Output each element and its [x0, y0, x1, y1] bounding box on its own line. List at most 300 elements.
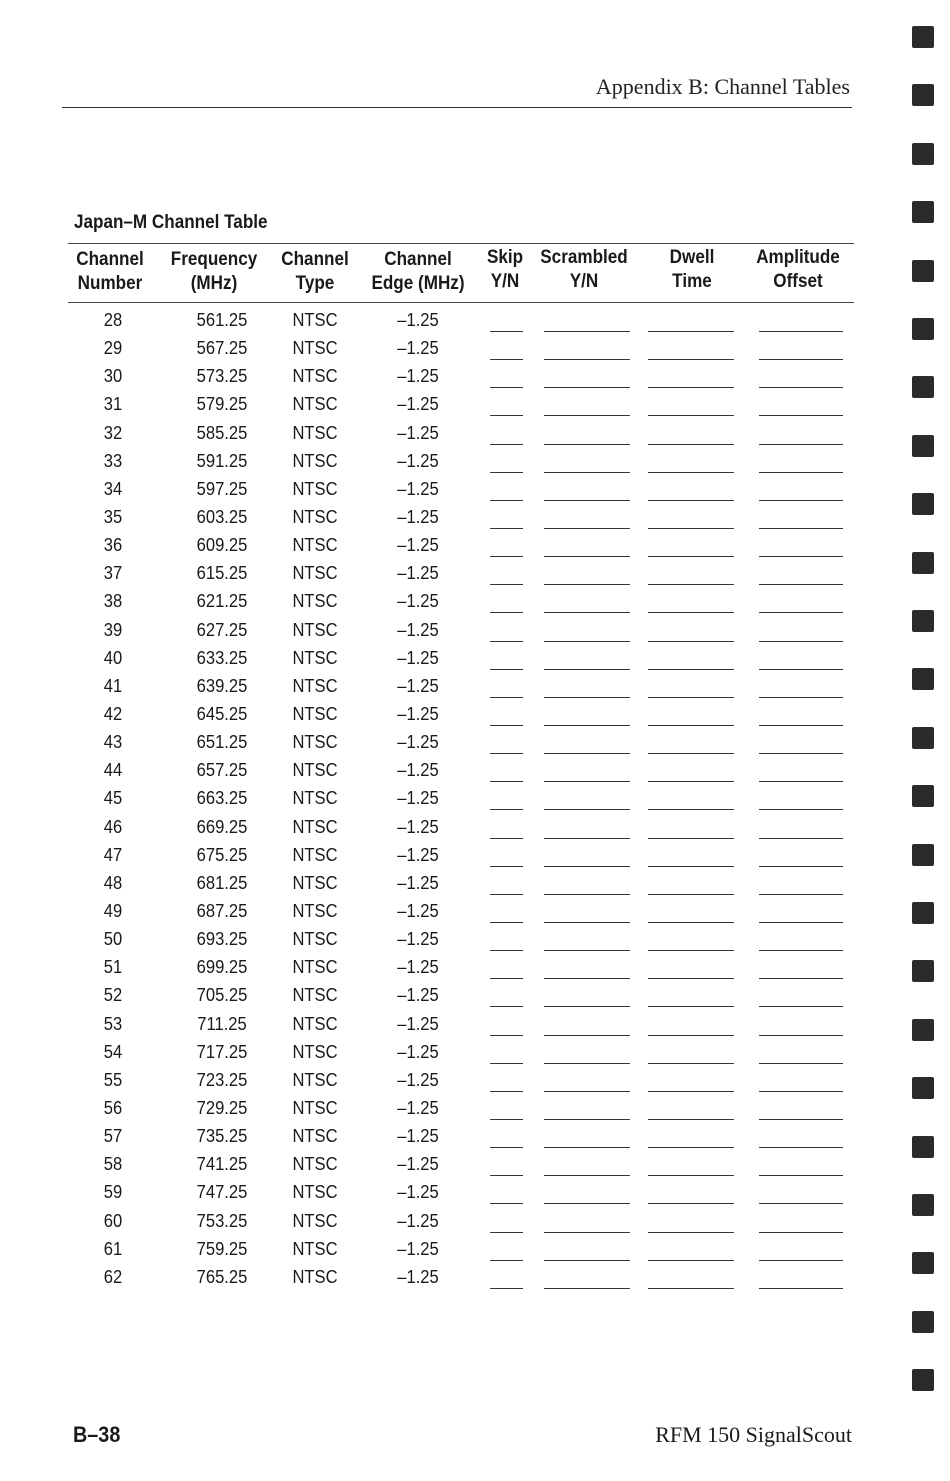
cell-channel-number: 31 [103, 394, 123, 415]
cell-frequency: 747.25 [196, 1182, 248, 1203]
dwell-time-blank [648, 894, 734, 895]
cell-channel-type: NTSC [292, 675, 338, 696]
cell-channel-edge: –1.25 [397, 1041, 439, 1062]
amplitude-offset-blank [759, 472, 843, 473]
skip-blank [490, 866, 523, 867]
cell-channel-type: NTSC [292, 506, 338, 527]
table-row [0, 702, 950, 730]
cell-channel-type: NTSC [292, 957, 338, 978]
cell-channel-edge: –1.25 [397, 788, 439, 809]
cell-channel-number: 37 [103, 563, 123, 584]
table-row [0, 927, 950, 955]
table-row [0, 955, 950, 983]
amplitude-offset-blank [759, 950, 843, 951]
cell-frequency: 681.25 [196, 872, 248, 893]
skip-blank [490, 641, 523, 642]
col-header-scrambled: Scrambled Y/N [540, 247, 628, 292]
table-row [0, 899, 950, 927]
amplitude-offset-blank [759, 781, 843, 782]
cell-channel-number: 44 [103, 760, 123, 781]
cell-channel-number: 50 [103, 929, 123, 950]
dwell-time-blank [648, 584, 734, 585]
scrambled-blank [544, 950, 630, 951]
scrambled-blank [544, 387, 630, 388]
cell-channel-number: 39 [103, 619, 123, 640]
edge-tab [912, 1252, 934, 1274]
scrambled-blank [544, 1288, 630, 1289]
scrambled-blank [544, 556, 630, 557]
dwell-time-blank [648, 781, 734, 782]
edge-tab [912, 201, 934, 223]
amplitude-offset-blank [759, 415, 843, 416]
amplitude-offset-blank [759, 500, 843, 501]
amplitude-offset-blank [759, 809, 843, 810]
amplitude-offset-blank [759, 1119, 843, 1120]
skip-blank [490, 838, 523, 839]
scrambled-blank [544, 866, 630, 867]
cell-channel-number: 54 [103, 1041, 123, 1062]
edge-tab [912, 1194, 934, 1216]
scrambled-blank [544, 922, 630, 923]
table-row [0, 871, 950, 899]
cell-channel-number: 60 [103, 1210, 123, 1231]
cell-frequency: 591.25 [196, 450, 248, 471]
cell-channel-edge: –1.25 [397, 1238, 439, 1259]
cell-frequency: 621.25 [196, 591, 248, 612]
cell-channel-number: 48 [103, 872, 123, 893]
cell-channel-type: NTSC [292, 1154, 338, 1175]
amplitude-offset-blank [759, 753, 843, 754]
table-row [0, 449, 950, 477]
amplitude-offset-blank [759, 359, 843, 360]
amplitude-offset-blank [759, 1175, 843, 1176]
edge-tab [912, 668, 934, 690]
scrambled-blank [544, 1063, 630, 1064]
cell-channel-type: NTSC [292, 310, 338, 330]
cell-channel-type: NTSC [292, 1126, 338, 1147]
edge-tab [912, 1077, 934, 1099]
cell-channel-type: NTSC [292, 478, 338, 499]
skip-blank [490, 1063, 523, 1064]
cell-channel-edge: –1.25 [397, 703, 439, 724]
amplitude-offset-blank [759, 1091, 843, 1092]
col-header-channel-edge: Channel Edge (MHz) [371, 249, 465, 294]
dwell-time-blank [648, 1091, 734, 1092]
scrambled-blank [544, 1260, 630, 1261]
table-row [0, 1237, 950, 1265]
cell-frequency: 645.25 [196, 703, 248, 724]
dwell-time-blank [648, 1232, 734, 1233]
cell-frequency: 573.25 [196, 366, 248, 387]
scrambled-blank [544, 1175, 630, 1176]
cell-frequency: 615.25 [196, 563, 248, 584]
edge-tab [912, 844, 934, 866]
scrambled-blank [544, 528, 630, 529]
cell-channel-number: 36 [103, 535, 123, 556]
page-number: B–38 [73, 1422, 121, 1447]
cell-frequency: 579.25 [196, 394, 248, 415]
skip-blank [490, 444, 523, 445]
table-row [0, 730, 950, 758]
skip-blank [490, 1175, 523, 1176]
amplitude-offset-blank [759, 1035, 843, 1036]
cell-channel-edge: –1.25 [397, 732, 439, 753]
cell-channel-edge: –1.25 [397, 1210, 439, 1231]
col-header-frequency: Frequency (MHz) [170, 249, 258, 294]
cell-channel-number: 30 [103, 366, 123, 387]
dwell-time-blank [648, 500, 734, 501]
cell-channel-number: 56 [103, 1097, 123, 1118]
cell-frequency: 735.25 [196, 1126, 248, 1147]
amplitude-offset-blank [759, 697, 843, 698]
cell-frequency: 705.25 [196, 985, 248, 1006]
cell-channel-type: NTSC [292, 450, 338, 471]
skip-blank [490, 725, 523, 726]
edge-tab [912, 493, 934, 515]
table-row [0, 618, 950, 646]
skip-blank [490, 500, 523, 501]
amplitude-offset-blank [759, 641, 843, 642]
cell-channel-type: NTSC [292, 844, 338, 865]
skip-blank [490, 978, 523, 979]
edge-tab [912, 1136, 934, 1158]
skip-blank [490, 669, 523, 670]
cell-channel-edge: –1.25 [397, 1266, 439, 1287]
cell-frequency: 585.25 [196, 422, 248, 443]
cell-channel-edge: –1.25 [397, 985, 439, 1006]
cell-channel-type: NTSC [292, 703, 338, 724]
cell-channel-type: NTSC [292, 929, 338, 950]
cell-channel-type: NTSC [292, 816, 338, 837]
scrambled-blank [544, 1035, 630, 1036]
cell-channel-number: 61 [103, 1238, 123, 1259]
dwell-time-blank [648, 669, 734, 670]
edge-tab [912, 260, 934, 282]
edge-tab [912, 1019, 934, 1041]
edge-tab [912, 902, 934, 924]
scrambled-blank [544, 894, 630, 895]
amplitude-offset-blank [759, 978, 843, 979]
cell-channel-edge: –1.25 [397, 957, 439, 978]
skip-blank [490, 1147, 523, 1148]
product-name: RFM 150 SignalScout [655, 1422, 852, 1447]
amplitude-offset-blank [759, 838, 843, 839]
dwell-time-blank [648, 1260, 734, 1261]
cell-channel-edge: –1.25 [397, 1097, 439, 1118]
scrambled-blank [544, 331, 630, 332]
scrambled-blank [544, 359, 630, 360]
scrambled-blank [544, 1091, 630, 1092]
cell-channel-edge: –1.25 [397, 366, 439, 387]
scrambled-blank [544, 1232, 630, 1233]
amplitude-offset-blank [759, 584, 843, 585]
cell-frequency: 741.25 [196, 1154, 248, 1175]
cell-frequency: 603.25 [196, 506, 248, 527]
amplitude-offset-blank [759, 1232, 843, 1233]
dwell-time-blank [648, 359, 734, 360]
dwell-time-blank [648, 922, 734, 923]
table-row [0, 308, 950, 336]
edge-tab [912, 26, 934, 48]
scrambled-blank [544, 753, 630, 754]
cell-frequency: 663.25 [196, 788, 248, 809]
skip-blank [490, 1260, 523, 1261]
scrambled-blank [544, 612, 630, 613]
cell-frequency: 597.25 [196, 478, 248, 499]
skip-blank [490, 922, 523, 923]
scrambled-blank [544, 1147, 630, 1148]
table-row [0, 505, 950, 533]
edge-tab [912, 376, 934, 398]
cell-channel-type: NTSC [292, 1266, 338, 1287]
amplitude-offset-blank [759, 1288, 843, 1289]
skip-blank [490, 1119, 523, 1120]
dwell-time-blank [648, 1175, 734, 1176]
table-row [0, 1068, 950, 1096]
cell-frequency: 567.25 [196, 338, 248, 359]
amplitude-offset-blank [759, 1006, 843, 1007]
scrambled-blank [544, 415, 630, 416]
cell-channel-number: 47 [103, 844, 123, 865]
table-row [0, 758, 950, 786]
dwell-time-blank [648, 331, 734, 332]
dwell-time-blank [648, 472, 734, 473]
table-row [0, 1040, 950, 1068]
edge-tab [912, 610, 934, 632]
cell-channel-edge: –1.25 [397, 1069, 439, 1090]
cell-channel-edge: –1.25 [397, 675, 439, 696]
scrambled-blank [544, 838, 630, 839]
amplitude-offset-blank [759, 556, 843, 557]
dwell-time-blank [648, 1006, 734, 1007]
skip-blank [490, 556, 523, 557]
cell-channel-type: NTSC [292, 1013, 338, 1034]
scrambled-blank [544, 978, 630, 979]
cell-channel-edge: –1.25 [397, 1154, 439, 1175]
cell-frequency: 561.25 [196, 310, 248, 330]
cell-channel-type: NTSC [292, 535, 338, 556]
skip-blank [490, 359, 523, 360]
edge-tab [912, 727, 934, 749]
dwell-time-blank [648, 1147, 734, 1148]
cell-channel-number: 28 [103, 310, 123, 330]
skip-blank [490, 472, 523, 473]
cell-channel-type: NTSC [292, 619, 338, 640]
table-row [0, 421, 950, 449]
table-row [0, 1265, 950, 1293]
cell-channel-number: 38 [103, 591, 123, 612]
table-row [0, 815, 950, 843]
edge-tab [912, 960, 934, 982]
amplitude-offset-blank [759, 894, 843, 895]
scrambled-blank [544, 500, 630, 501]
amplitude-offset-blank [759, 866, 843, 867]
cell-channel-edge: –1.25 [397, 760, 439, 781]
cell-channel-type: NTSC [292, 1097, 338, 1118]
cell-channel-number: 46 [103, 816, 123, 837]
table-top-rule [68, 243, 854, 244]
cell-channel-edge: –1.25 [397, 563, 439, 584]
cell-channel-edge: –1.25 [397, 591, 439, 612]
skip-blank [490, 528, 523, 529]
scrambled-blank [544, 1119, 630, 1120]
cell-channel-number: 41 [103, 675, 123, 696]
skip-blank [490, 1288, 523, 1289]
dwell-time-blank [648, 528, 734, 529]
amplitude-offset-blank [759, 331, 843, 332]
cell-channel-edge: –1.25 [397, 310, 439, 330]
cell-channel-type: NTSC [292, 338, 338, 359]
cell-channel-type: NTSC [292, 1182, 338, 1203]
amplitude-offset-blank [759, 444, 843, 445]
skip-blank [490, 1232, 523, 1233]
cell-channel-type: NTSC [292, 760, 338, 781]
skip-blank [490, 1035, 523, 1036]
dwell-time-blank [648, 1288, 734, 1289]
cell-channel-number: 62 [103, 1266, 123, 1287]
scrambled-blank [544, 781, 630, 782]
dwell-time-blank [648, 978, 734, 979]
cell-frequency: 651.25 [196, 732, 248, 753]
skip-blank [490, 1203, 523, 1204]
table-row [0, 589, 950, 617]
skip-blank [490, 697, 523, 698]
cell-frequency: 723.25 [196, 1069, 248, 1090]
cell-channel-type: NTSC [292, 422, 338, 443]
dwell-time-blank [648, 415, 734, 416]
cell-channel-number: 49 [103, 900, 123, 921]
cell-channel-edge: –1.25 [397, 422, 439, 443]
cell-frequency: 729.25 [196, 1097, 248, 1118]
cell-frequency: 675.25 [196, 844, 248, 865]
cell-channel-number: 29 [103, 338, 123, 359]
amplitude-offset-blank [759, 612, 843, 613]
cell-channel-edge: –1.25 [397, 506, 439, 527]
amplitude-offset-blank [759, 1147, 843, 1148]
dwell-time-blank [648, 809, 734, 810]
cell-channel-number: 32 [103, 422, 123, 443]
col-header-amplitude-offset: Amplitude Offset [756, 247, 840, 292]
table-row [0, 1152, 950, 1180]
cell-channel-type: NTSC [292, 1238, 338, 1259]
table-title: Japan–M Channel Table [74, 212, 268, 233]
cell-channel-number: 59 [103, 1182, 123, 1203]
cell-channel-type: NTSC [292, 1041, 338, 1062]
cell-frequency: 627.25 [196, 619, 248, 640]
amplitude-offset-blank [759, 669, 843, 670]
edge-tab [912, 552, 934, 574]
cell-channel-type: NTSC [292, 647, 338, 668]
cell-channel-type: NTSC [292, 872, 338, 893]
edge-tab [912, 435, 934, 457]
edge-tab [912, 318, 934, 340]
scrambled-blank [544, 1203, 630, 1204]
scrambled-blank [544, 725, 630, 726]
cell-channel-number: 57 [103, 1126, 123, 1147]
cell-channel-edge: –1.25 [397, 1126, 439, 1147]
table-row [0, 786, 950, 814]
skip-blank [490, 331, 523, 332]
page-header: Appendix B: Channel Tables [595, 74, 850, 99]
skip-blank [490, 612, 523, 613]
table-row [0, 533, 950, 561]
amplitude-offset-blank [759, 387, 843, 388]
cell-channel-number: 33 [103, 450, 123, 471]
dwell-time-blank [648, 950, 734, 951]
table-row [0, 336, 950, 364]
table-header-rule [68, 302, 854, 303]
cell-channel-number: 45 [103, 788, 123, 809]
table-row [0, 1096, 950, 1124]
cell-channel-edge: –1.25 [397, 535, 439, 556]
cell-channel-edge: –1.25 [397, 619, 439, 640]
dwell-time-blank [648, 612, 734, 613]
table-row [0, 843, 950, 871]
skip-blank [490, 753, 523, 754]
dwell-time-blank [648, 866, 734, 867]
cell-frequency: 669.25 [196, 816, 248, 837]
dwell-time-blank [648, 1203, 734, 1204]
skip-blank [490, 950, 523, 951]
scrambled-blank [544, 584, 630, 585]
cell-frequency: 687.25 [196, 900, 248, 921]
cell-frequency: 693.25 [196, 929, 248, 950]
scrambled-blank [544, 809, 630, 810]
cell-channel-edge: –1.25 [397, 394, 439, 415]
scrambled-blank [544, 444, 630, 445]
amplitude-offset-blank [759, 1063, 843, 1064]
edge-tab [912, 84, 934, 106]
table-row [0, 1012, 950, 1040]
scrambled-blank [544, 472, 630, 473]
dwell-time-blank [648, 1119, 734, 1120]
dwell-time-blank [648, 1035, 734, 1036]
cell-channel-type: NTSC [292, 788, 338, 809]
header-rule [62, 107, 852, 108]
dwell-time-blank [648, 725, 734, 726]
cell-frequency: 753.25 [196, 1210, 248, 1231]
cell-channel-edge: –1.25 [397, 816, 439, 837]
cell-channel-type: NTSC [292, 563, 338, 584]
cell-channel-number: 40 [103, 647, 123, 668]
amplitude-offset-blank [759, 922, 843, 923]
cell-channel-type: NTSC [292, 1210, 338, 1231]
dwell-time-blank [648, 753, 734, 754]
table-row [0, 477, 950, 505]
cell-channel-edge: –1.25 [397, 450, 439, 471]
table-row [0, 983, 950, 1011]
table-row [0, 646, 950, 674]
cell-channel-edge: –1.25 [397, 900, 439, 921]
cell-frequency: 639.25 [196, 675, 248, 696]
edge-tab [912, 1311, 934, 1333]
cell-channel-edge: –1.25 [397, 338, 439, 359]
table-row [0, 1209, 950, 1237]
edge-tab [912, 1369, 934, 1391]
amplitude-offset-blank [759, 1203, 843, 1204]
skip-blank [490, 894, 523, 895]
skip-blank [490, 1006, 523, 1007]
table-row [0, 561, 950, 589]
cell-channel-edge: –1.25 [397, 478, 439, 499]
dwell-time-blank [648, 556, 734, 557]
amplitude-offset-blank [759, 725, 843, 726]
scrambled-blank [544, 697, 630, 698]
dwell-time-blank [648, 1063, 734, 1064]
cell-channel-edge: –1.25 [397, 1013, 439, 1034]
cell-channel-type: NTSC [292, 900, 338, 921]
amplitude-offset-blank [759, 1260, 843, 1261]
